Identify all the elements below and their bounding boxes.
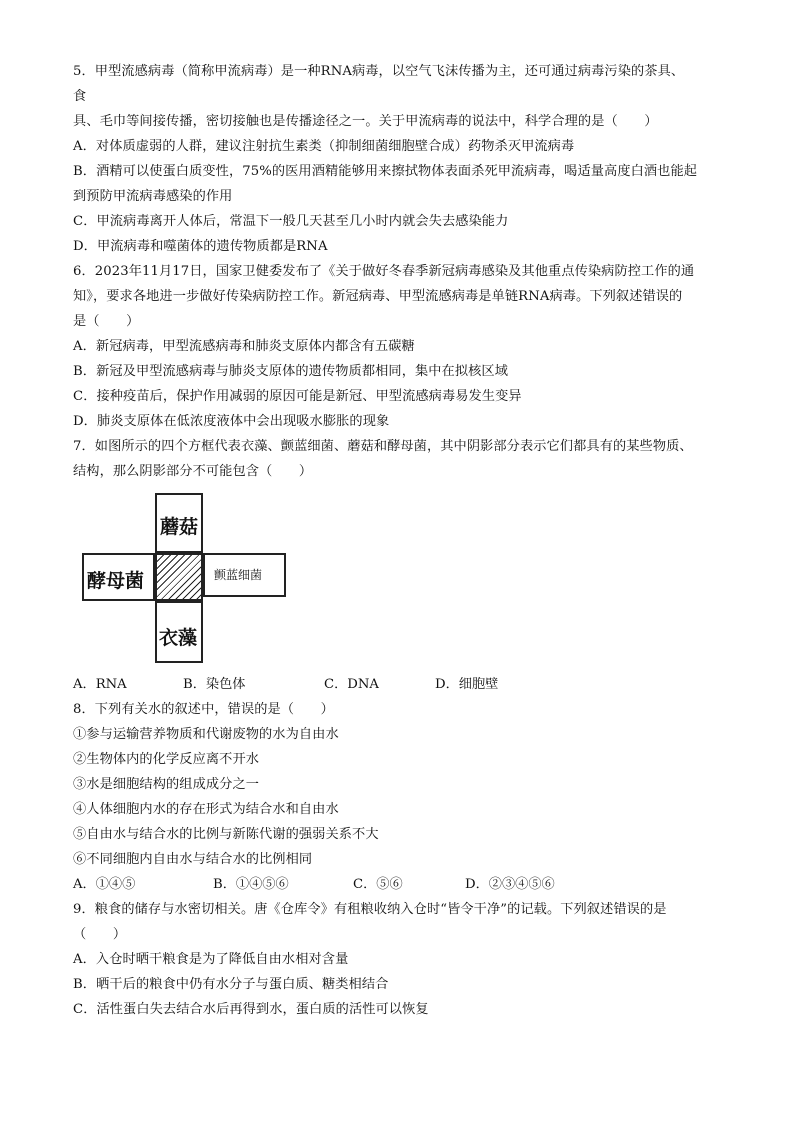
q5-stem-line1: 5．甲型流感病毒（简称甲流病毒）是一种RNA病毒，以空气飞沫传播为主，还可通过病毒污染的茶具、 [73,64,685,79]
q8-statement-2: ②生物体内的化学反应离不开水 [73,752,260,767]
q8-option-a: A．①④⑤ [73,877,136,892]
label-cyanobacteria: 颤蓝细菌 [214,568,263,582]
q6-stem-line1: 6．2023年11月17日，国家卫健委发布了《关于做好冬春季新冠病毒感染及其他重点传染病防控工作的通 [73,264,695,279]
q7-options [73,675,713,695]
q6-option-c: C．接种疫苗后，保护作用减弱的原因可能是新冠、甲型流感病毒易发生变异 [73,389,522,404]
q8-statement-4: ④人体细胞内水的存在形式为结合水和自由水 [73,802,339,817]
shaded-overlap-region [155,553,203,601]
box-mushroom [155,493,203,553]
cross-diagram [80,490,300,665]
q5-option-a: A．对体质虚弱的人群，建议注射抗生素类（抑制细菌细胞壁合成）药物杀灭甲流病毒 [73,139,575,154]
q9-option-a: A．入仓时晒干粮食是为了降低自由水相对含量 [73,952,349,967]
q8-option-b: B．①④⑤⑥ [213,877,289,892]
q6-stem-line2: 知》，要求各地进一步做好传染病防控工作。新冠病毒、甲型流感病毒是单链RNA病毒。下列叙述错误的 [73,289,683,304]
q7-option-b: B．染色体 [183,677,246,692]
q5-stem-line3: 具、毛巾等间接传播，密切接触也是传播途径之一。关于甲流病毒的说法中，科学合理的是（ ） [73,114,658,129]
box-cyanobacteria [203,553,286,597]
q8-option-c: C．⑤⑥ [353,877,403,892]
q5-stem-line2: 食 [73,89,87,104]
q9-stem-line1: 9．粮食的储存与水密切相关。唐《仓库令》有租粮收纳入仓时“皆令干净”的记载。下列叙述错误的是 [73,902,667,917]
q6-stem-line3: 是（ ） [73,314,140,329]
q5-option-b-line1: B．酒精可以使蛋白质变性，75%的医用酒精能够用来擦拭物体表面杀死甲流病毒，喝适量高度白酒也能起 [73,164,698,179]
q8-stem: 8．下列有关水的叙述中，错误的是（ ） [73,702,334,717]
q8-option-d: D．②③④⑤⑥ [465,877,555,892]
q6-option-a: A．新冠病毒，甲型流感病毒和肺炎支原体内都含有五碳糖 [73,339,415,354]
q8-statement-3: ③水是细胞结构的组成成分之一 [73,777,260,792]
q9-option-b: B．晒干后的粮食中仍有水分子与蛋白质、糖类相结合 [73,977,389,992]
box-chlamydomonas [155,601,203,663]
q7-option-a: A．RNA [73,677,127,692]
q9-stem-line2: （ ） [73,927,127,942]
q6-option-b: B．新冠及甲型流感病毒与肺炎支原体的遗传物质都相同，集中在拟核区域 [73,364,508,379]
q7-stem-line2: 结构，那么阴影部分不可能包含（ ） [73,464,313,479]
q8-options [73,875,713,895]
label-yeast: 酵母菌 [87,570,145,592]
label-chlamydomonas: 衣藻 [159,627,198,649]
box-yeast [82,553,155,601]
q8-statement-5: ⑤自由水与结合水的比例与新陈代谢的强弱关系不大 [73,827,379,842]
q9-option-c: C．活性蛋白失去结合水后再得到水，蛋白质的活性可以恢复 [73,1002,429,1017]
q8-statement-6: ⑥不同细胞内自由水与结合水的比例相同 [73,852,313,867]
q6-option-d: D．肺炎支原体在低浓度液体中会出现吸水膨胀的现象 [73,414,390,429]
q8-statement-1: ①参与运输营养物质和代谢废物的水为自由水 [73,727,339,742]
q5-option-c: C．甲流病毒离开人体后，常温下一般几天甚至几小时内就会失去感染能力 [73,214,509,229]
q7-option-d: D．细胞壁 [435,677,499,692]
q5-option-b-line2: 到预防甲流病毒感染的作用 [73,189,233,204]
q7-stem-line1: 7．如图所示的四个方框代表衣藻、颤蓝细菌、蘑菇和酵母菌，其中阴影部分表示它们都具有的某些物质、 [73,439,693,454]
label-mushroom: 蘑菇 [160,516,199,538]
q5-option-d: D．甲流病毒和噬菌体的遗传物质都是RNA [73,239,328,254]
q7-option-c: C．DNA [324,677,379,692]
